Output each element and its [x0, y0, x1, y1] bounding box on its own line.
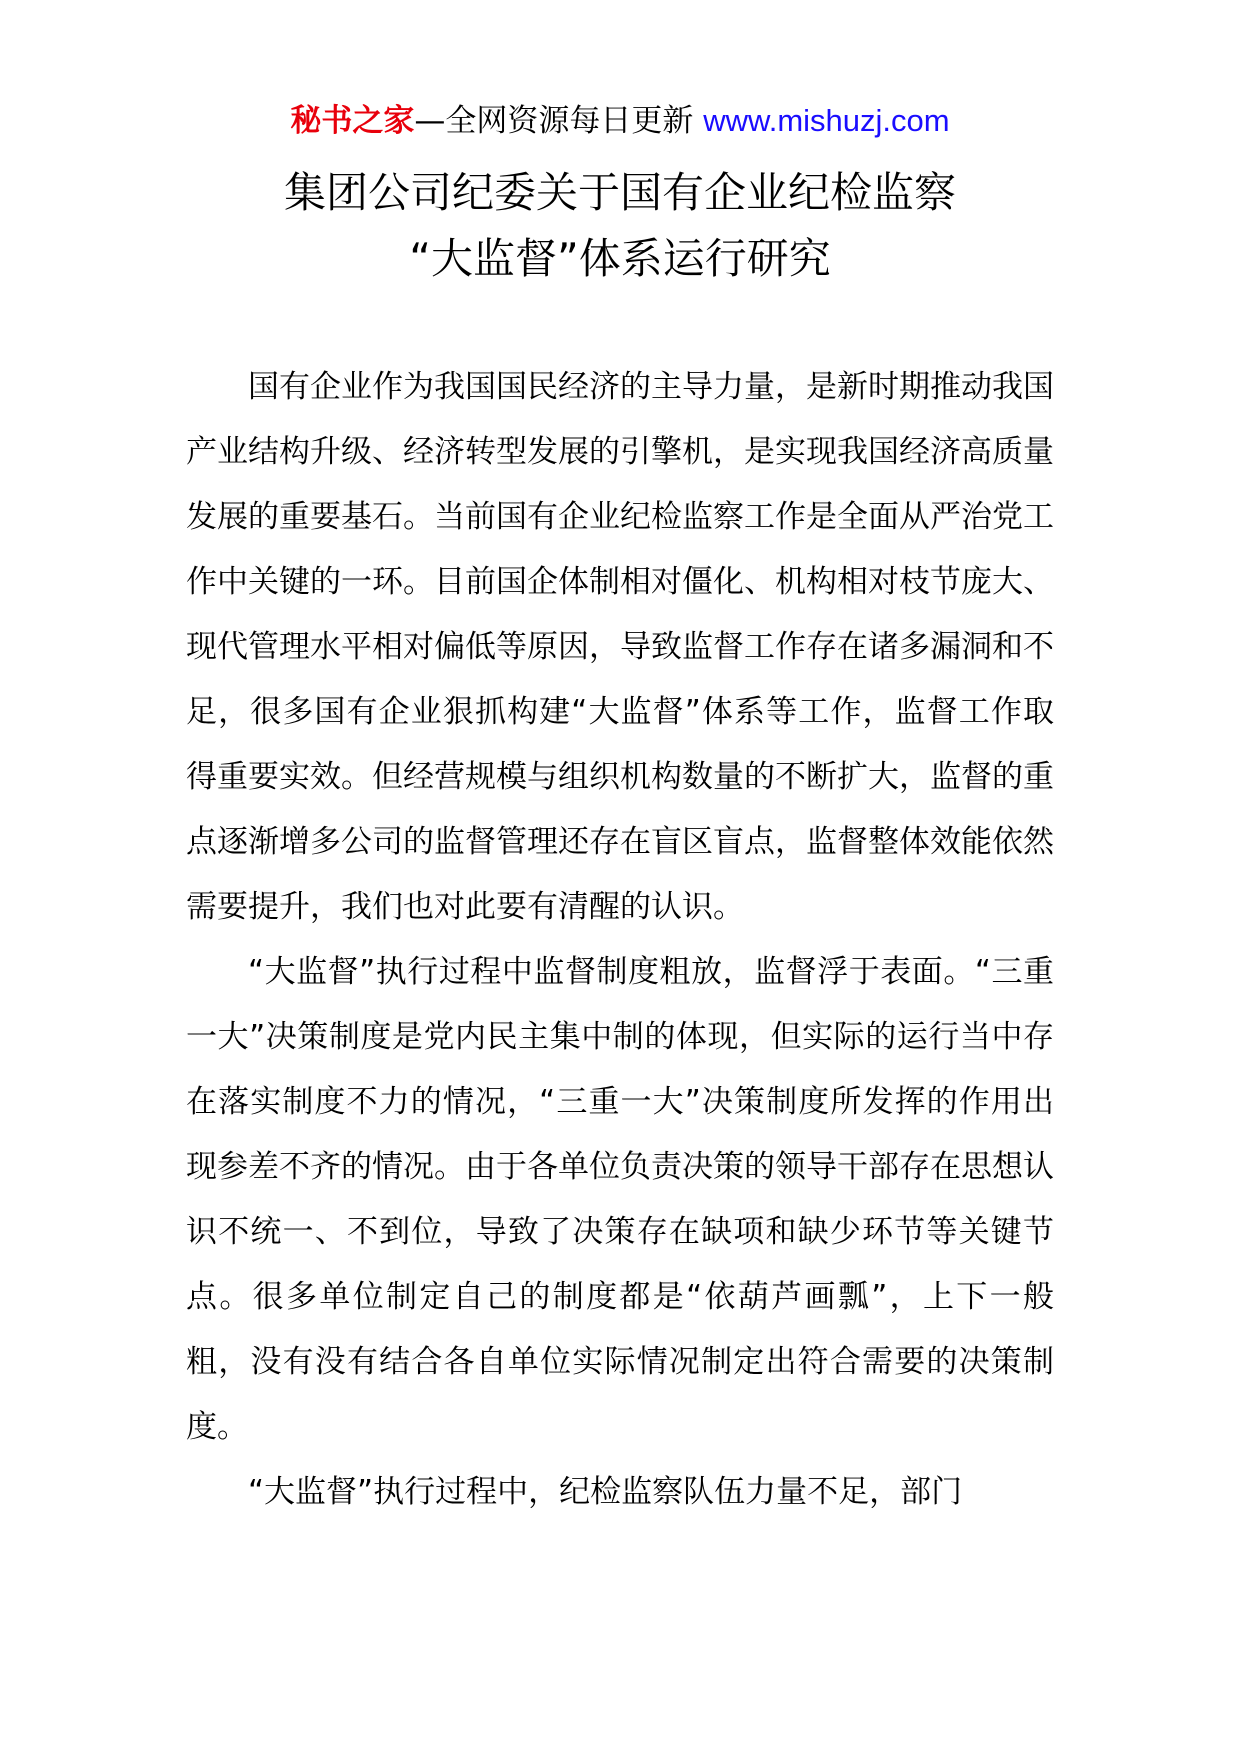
- title-line-1: 集团公司纪委关于国有企业纪检监察: [283, 168, 956, 217]
- title-line-2: “大监督”体系运行研究: [409, 234, 831, 283]
- header-tagline: —全网资源每日更新: [414, 103, 704, 139]
- site-header: [0, 98, 1240, 144]
- paragraph: “大监督”执行过程中，纪检监察队伍力量不足，部门: [248, 1474, 963, 1510]
- brand-name: 秘书之家: [290, 103, 415, 139]
- document-title: [0, 160, 1240, 292]
- document-body: [186, 355, 1054, 1525]
- site-link[interactable]: www.mishuzj.com: [703, 103, 950, 138]
- paragraph: “大监督”执行过程中监督制度粗放，监督浮于表面。“三重一大”决策制度是党内民主集中制的体现，但实际的运行当中存在落实制度不力的情况，“三重一大”决策制度所发挥的作用出现参差不齐的情况。由于各单位负责决策的领导干部存在思想认识不统一、不到位，导致了决策存在缺项和缺少环节等关键节点。很多单位制定自己的制度都是“依葫芦画瓢”，上下一般粗，没有没有结合各自单位实际情况制定出符合需要的决策制度。: [186, 954, 1054, 1445]
- paragraph: 国有企业作为我国国民经济的主导力量，是新时期推动我国产业结构升级、经济转型发展的引擎机，是实现我国经济高质量发展的重要基石。当前国有企业纪检监察工作是全面从严治党工作中关键的一环。目前国企体制相对僵化、机构相对枝节庞大、现代管理水平相对偏低等原因，导致监督工作存在诸多漏洞和不足，很多国有企业狠抓构建“大监督”体系等工作，监督工作取得重要实效。但经营规模与组织机构数量的不断扩大，监督的重点逐渐增多公司的监督管理还存在盲区盲点，监督整体效能依然需要提升，我们也对此要有清醒的认识。: [186, 369, 1054, 925]
